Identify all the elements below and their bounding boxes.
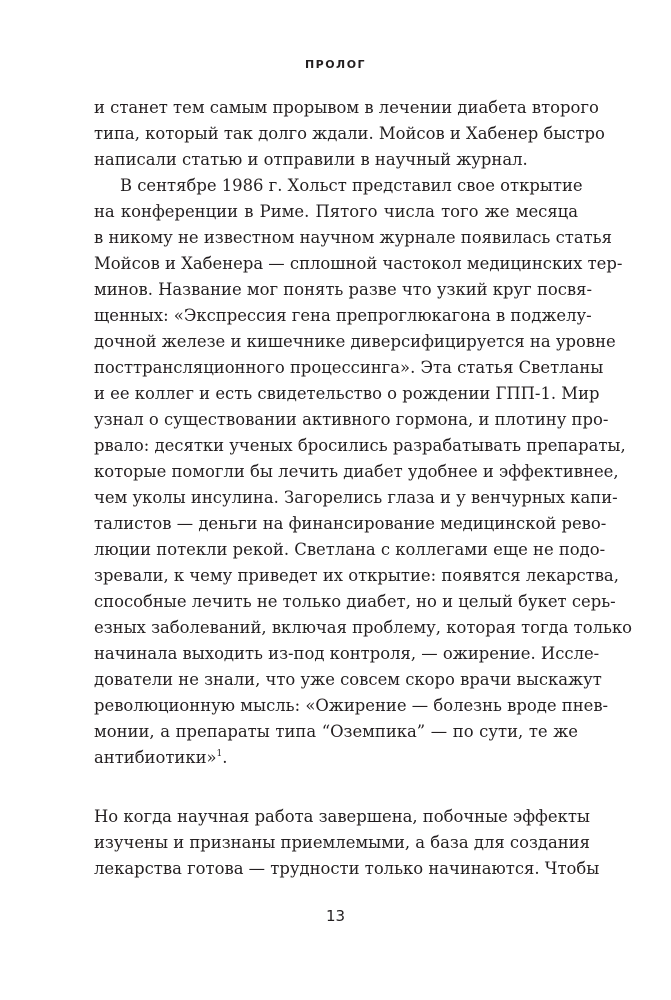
text-line: революционную мысль: «Ожирение — болезнь вроде пнев- <box>94 696 609 715</box>
text-line: в никому не известном научном журнале появилась статья <box>94 228 612 247</box>
footnote-marker[interactable]: 1 <box>216 749 223 759</box>
running-head: ПРОЛОГ <box>304 58 367 71</box>
text-line: чем уколы инсулина. Загорелись глаза и у венчурных капи- <box>94 488 618 507</box>
text-line: минов. Название мог понять разве что узкий круг посвя- <box>94 280 593 299</box>
text-line: которые помогли бы лечить диабет удобнее и эффективнее, <box>94 462 619 481</box>
text-line: талистов — деньги на финансирование медицинской рево- <box>94 514 607 533</box>
text-line: зревали, к чему приведет их открытие: появятся лекарства, <box>94 566 619 585</box>
text-line: изучены и признаны приемлемыми, а база для создания <box>94 833 590 852</box>
text-line: дочной железе и кишечнике диверсифицируется на уровне <box>94 332 616 351</box>
text-line: и ее коллег и есть свидетельство о рождении ГПП-1. Мир <box>94 384 600 403</box>
text-line: щенных: «Экспрессия гена препроглюкагона в поджелу- <box>94 306 592 325</box>
text-line: рвало: десятки ученых бросились разрабатывать препараты, <box>94 436 626 455</box>
text-line: Но когда научная работа завершена, побочные эффекты <box>94 807 590 826</box>
text-line: и станет тем самым прорывом в лечении диабета второго <box>94 98 599 117</box>
text-line: способные лечить не только диабет, но и целый букет серь- <box>94 592 616 611</box>
paragraph-new-section <box>94 804 600 882</box>
paragraph-continuation <box>94 95 605 173</box>
text-line: езных заболеваний, включая проблему, которая тогда только <box>94 618 633 637</box>
text-line: на конференции в Риме. Пятого числа того же месяца <box>94 202 578 221</box>
text-line: лекарства готова — трудности только начинаются. Чтобы <box>94 859 600 878</box>
text-line: начинала выходить из-под контроля, — ожирение. Иссле- <box>94 644 600 663</box>
text-line: Мойсов и Хабенера — сплошной частокол медицинских тер- <box>94 254 623 273</box>
text-line: люции потекли рекой. Светлана с коллегами еще не подо- <box>94 540 606 559</box>
text-line-with-footnote: антибиотики»$^1$. <box>94 748 228 767</box>
text-line: посттрансляционного процессинга». Эта статья Светланы <box>94 358 604 377</box>
text-line: написали статью и отправили в научный журнал. <box>94 150 528 169</box>
text-line: монии, а препараты типа “Оземпика” — по сути, те же <box>94 722 578 741</box>
text-line: дователи не знали, что уже совсем скоро врачи выскажут <box>94 670 602 689</box>
text-line: антибиотики» <box>94 748 217 767</box>
paragraph-main <box>94 173 633 771</box>
text-line: типа, который так долго ждали. Мойсов и Хабенер быстро <box>94 124 605 143</box>
text-line: В сентябре 1986 г. Хольст представил свое открытие <box>120 176 583 195</box>
text-line: узнал о существовании активного гормона, и плотину про- <box>94 410 609 429</box>
page-number: 13 <box>325 907 346 925</box>
